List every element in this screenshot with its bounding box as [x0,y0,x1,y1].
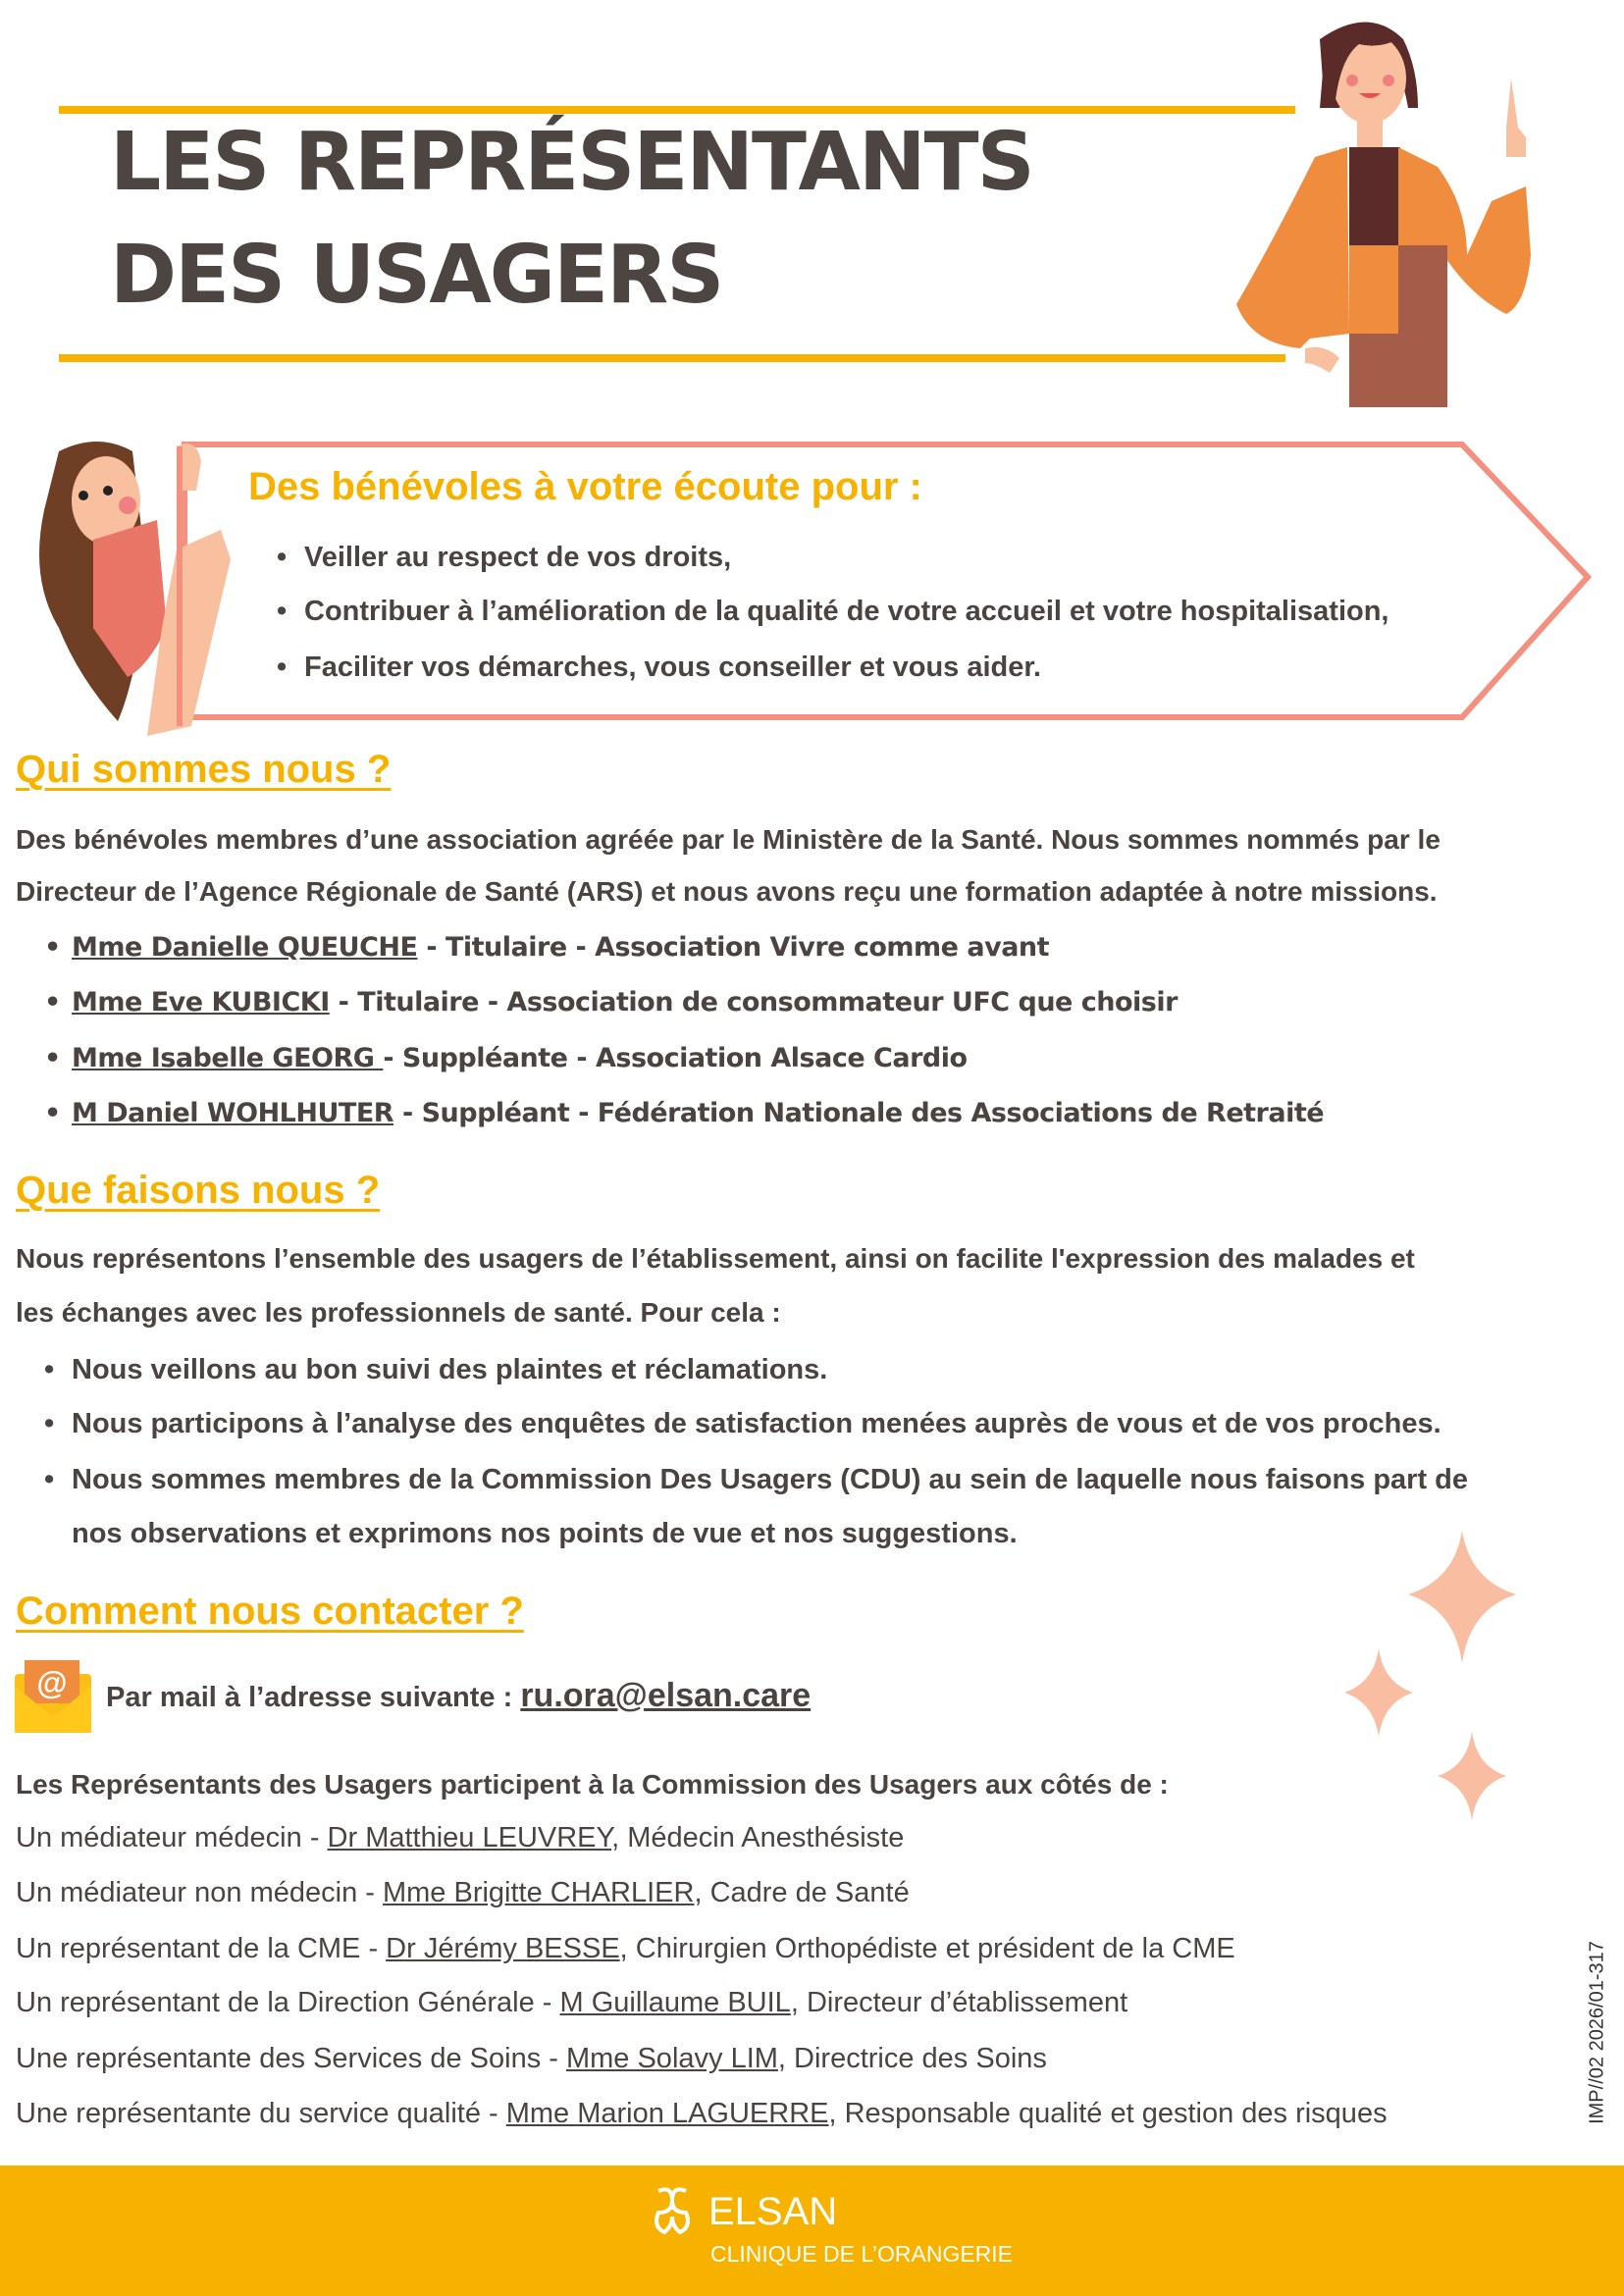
member-role: - Titulaire - Association Vivre comme avant [417,932,1050,963]
commission-row [16,1877,910,1909]
intro-item: • Veiller au respect de vos droits, [304,542,731,574]
member-item [72,1098,1324,1128]
top-rule [59,106,1295,114]
commission-desc: , Directrice des Soins [777,2043,1047,2074]
woman-peeking-illustration [20,432,255,746]
mail-envelope-icon [15,1656,93,1735]
commission-name: Mme Brigitte CHARLIER [382,1877,695,1908]
member-role: - Suppléant - Fédération Nationale des Associations de Retraité [393,1098,1325,1128]
commission-name: M Guillaume BUIL [559,1987,791,2018]
intro-heading: Des bénévoles à votre écoute pour : [248,465,922,508]
member-role: - Titulaire - Association de consommateur UFC que choisir [329,987,1178,1018]
mail-label: Par mail à l’adresse suivante : [106,1682,521,1713]
woman-pointing-illustration [1231,10,1585,407]
commission-row [16,2043,1047,2075]
commission-name: Mme Marion LAGUERRE [505,2098,829,2129]
commission-role: Une représentante du service qualité - [16,2098,506,2129]
commission-role: Un représentant de la Direction Générale - [16,1987,560,2018]
page-title-line1: LES REPRÉSENTANTS [110,116,1033,209]
document-code: IMP//02 2026/01-317 [1586,1941,1608,2124]
member-name: Mme Danielle QUEUCHE [72,932,418,963]
commission-role: Un médiateur médecin - [16,1822,328,1853]
commission-role: Un médiateur non médecin - [16,1877,383,1908]
what-heading: Que faisons nous ? [16,1169,381,1212]
footer [0,2166,1624,2296]
commission-row [16,1822,904,1854]
commission-row [16,1933,1235,1965]
commission-role: Une représentante des Services de Soins - [16,2043,566,2074]
what-item: • Nous veillons au bon suivi des plaintes et réclamations. [72,1354,827,1386]
svg-text:@: @ [36,1665,68,1700]
who-paragraph-line: Directeur de l’Agence Régionale de Santé (ARS) et nous avons reçu une formation adaptée à notre missions. [16,876,1438,907]
footer-clinic: CLINIQUE DE L’ORANGERIE [710,2241,1014,2267]
commission-desc: , Directeur d’établissement [790,1987,1128,2018]
commission-role: Un représentant de la CME - [16,1933,387,1964]
member-item [72,1043,968,1073]
email-link[interactable]: ru.ora@elsan.care [520,1677,812,1714]
commission-name: Dr Jérémy BESSE [386,1933,620,1964]
what-paragraph-line: les échanges avec les professionnels de santé. Pour cela : [16,1297,781,1328]
footer-brand: ELSAN [708,2190,838,2233]
bottom-rule [59,354,1285,362]
contact-line [106,1677,811,1715]
member-name: Mme Isabelle GEORG [72,1043,384,1073]
member-name: Mme Eve KUBICKI [72,987,330,1018]
member-item [72,932,1049,963]
commission-desc: , Cadre de Santé [694,1877,910,1908]
contact-heading: Comment nous contacter ? [16,1590,524,1633]
what-item: • Nous participons à l’analyse des enquêtes de satisfaction menées auprès de vous et de vos proches. [72,1408,1441,1440]
intro-item: • Faciliter vos démarches, vous conseiller et vous aider. [304,652,1041,684]
commission-desc: , Chirurgien Orthopédiste et président de la CME [619,1933,1235,1964]
intro-item: • Contribuer à l’amélioration de la qualité de votre accueil et votre hospitalisation, [304,596,1388,628]
what-item-continued: nos observations et exprimons nos points de vue et nos suggestions. [72,1518,1018,1549]
member-role: - Suppléante - Association Alsace Cardio [383,1043,968,1073]
commission-name: Dr Matthieu LEUVREY [327,1822,612,1853]
commission-intro: Les Représentants des Usagers participent à la Commission des Usagers aux côtés de : [16,1769,1169,1800]
commission-desc: , Médecin Anesthésiste [611,1822,905,1853]
sparkles-decoration [1344,1526,1580,1830]
member-item [72,987,1178,1018]
who-paragraph-line: Des bénévoles membres d’une association agréée par le Ministère de la Santé. Nous sommes nommés par le [16,824,1441,855]
what-paragraph-line: Nous représentons l’ensemble des usagers de l’établissement, ainsi on facilite l'expression des malades et [16,1243,1415,1274]
commission-row [16,1987,1127,2019]
commission-name: Mme Solavy LIM [565,2043,778,2074]
commission-desc: , Responsable qualité et gestion des risques [828,2098,1388,2129]
commission-row [16,2098,1388,2130]
who-heading: Qui sommes nous ? [16,748,392,791]
member-name: M Daniel WOHLHUTER [72,1098,394,1128]
page-title-line2: DES USAGERS [110,229,723,322]
what-item: • Nous sommes membres de la Commission Des Usagers (CDU) au sein de laquelle nous faisons part de [72,1464,1468,1496]
elsan-logo-icon [651,2187,694,2236]
